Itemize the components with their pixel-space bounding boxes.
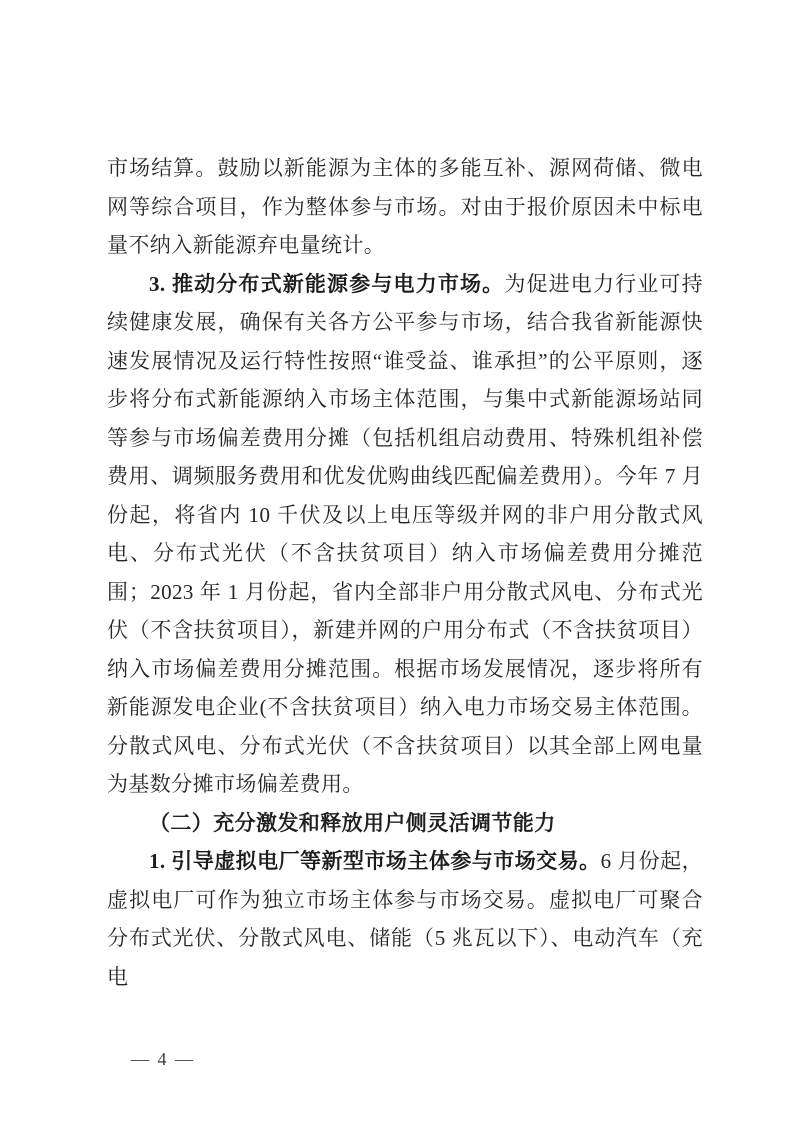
paragraph-item-1-virtual-power-plant: [107, 842, 703, 996]
text-run: 为促进电力行业可持续健康发展，确保有关各方公平参与市场，结合我省新能源快速发展情况及运行特性按照“谁受益、谁承担”的公平原则，逐步将分布式新能源纳入市场主体范围，与集中式新能源场站同等参与市场偏差费用分摊（包括机组启动费用、特殊机组补偿费用、调频服务费用和优发优购曲线匹配偏差费用）。今年 7 月份起，将省内 10 千伏及以上电压等级并网的非户用分散式风电、分布式光伏（不含扶贫项目）纳入市场偏差费用分摊范围；2023 年 1 月份起，省内全部非户用分散式风电、分布式光伏（不含扶贫项目），新建并网的户用分布式（不含扶贫项目）纳入市场偏差费用分摊范围。根据市场发展情况，逐步将所有新能源发电企业(不含扶贫项目）纳入电力市场交易主体范围。分散式风电、分布式光伏（不含扶贫项目）以其全部上网电量为基数分摊市场偏差费用。: [107, 271, 703, 796]
text-run: 市场结算。鼓励以新能源为主体的多能互补、源网荷储、微电网等综合项目，作为整体参与市场。对由于报价原因未中标电量不纳入新能源弃电量统计。: [107, 156, 703, 257]
paragraph-item-3-distributed-energy: [107, 265, 703, 804]
paragraph-market-settlement: [107, 149, 703, 265]
document-body: [107, 149, 703, 996]
text-run-bold: 3. 推动分布式新能源参与电力市场。: [149, 271, 505, 296]
text-run: 6 月份起，虚拟电厂可作为独立市场主体参与市场交易。虚拟电厂可聚合分布式光伏、分散式风电、储能（5 兆瓦以下）、电动汽车（充电: [107, 849, 703, 989]
page-number: — 4 —: [131, 1049, 195, 1069]
section-heading-2-user-side-flexibility: [107, 804, 703, 843]
text-run-bold: （二）充分激发和释放用户侧灵活调节能力: [149, 810, 556, 835]
text-run-bold: 1. 引导虚拟电厂等新型市场主体参与市场交易。: [149, 849, 601, 873]
